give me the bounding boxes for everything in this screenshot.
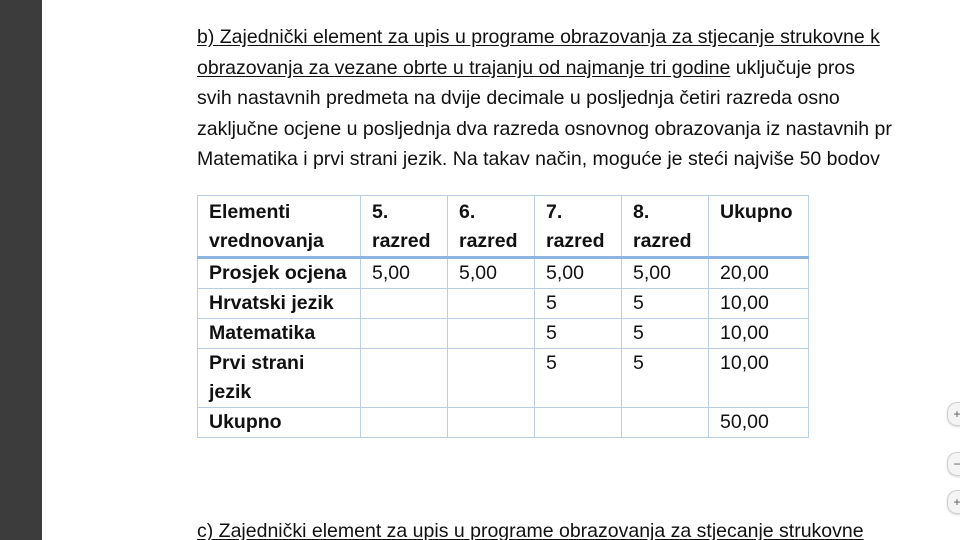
paragraph-b-line-5: Matematika i prvi strani jezik. Na takav način, moguće je steći najviše 50 bodov [197,148,880,170]
paragraph-b-heading-cont: obrazovanja za vezane obrte u trajanju od najmanje tri godine [197,56,731,79]
row-label: Prosjek ocjena [198,258,361,289]
table-cell: 5 [622,349,709,408]
table-cell [448,349,535,408]
header-6-razred: 6. razred [448,196,535,258]
table-cell: 50,00 [709,408,809,438]
paragraph-b-line-1 [197,22,960,53]
paragraph-b-line-4: zaključne ocjene u posljednja dva razreda osnovnog obrazovanja iz nastavnih pr [197,117,892,140]
table-cell [361,289,448,319]
grades-table [197,195,809,438]
table-cell [361,349,448,408]
paragraph-b [197,22,960,175]
table-cell: 5,00 [448,258,535,289]
table-cell: 10,00 [709,289,809,319]
row-label: Ukupno [198,408,361,438]
table-cell: 5 [622,289,709,319]
header-7-razred: 7. razred [535,196,622,258]
table-cell [622,408,709,438]
table-cell: 5,00 [361,258,448,289]
header-8-razred: 8. razred [622,196,709,258]
header-elementi: Elementi vrednovanja [198,196,361,258]
table-cell [448,319,535,349]
table-cell: 10,00 [709,319,809,349]
row-label: Prvi strani jezik [198,349,361,408]
table-cell: 20,00 [709,258,809,289]
paragraph-b-line-3: svih nastavnih predmeta na dvije decimale u posljednja četiri razreda osno [197,87,840,109]
table-cell: 5 [535,289,622,319]
table-cell: 5,00 [535,258,622,289]
left-gutter [0,0,42,540]
table-cell: 5 [622,319,709,349]
table-cell: 10,00 [709,349,809,408]
paragraph-b-line-2 [197,53,960,84]
table-row [198,349,809,408]
table-header-row [198,196,809,258]
table-row [198,319,809,349]
table-row [198,289,809,319]
table-cell [361,408,448,438]
table-cell [361,319,448,349]
table-cell [535,408,622,438]
table-cell [448,408,535,438]
paragraph-b-heading: b) Zajednički element za upis u programe obrazovanja za stjecanje strukovne k [197,26,880,48]
paragraph-b-line-2-rest: uključuje pros [730,56,856,79]
expand-icon[interactable]: + [947,490,960,514]
zoom-out-icon[interactable]: − [947,452,960,476]
header-5-razred: 5. razred [361,196,448,258]
header-ukupno: Ukupno [709,196,809,258]
document-page [42,0,960,540]
table-cell [448,289,535,319]
table-cell: 5 [535,319,622,349]
paragraph-c [197,516,864,540]
zoom-in-icon[interactable]: + [947,402,960,426]
row-label: Matematika [198,319,361,349]
table-cell: 5,00 [622,258,709,289]
table-cell: 5 [535,349,622,408]
paragraph-c-heading: c) Zajednički element za upis u programe obrazovanja za stjecanje strukovne [197,520,864,540]
table-row [198,408,809,438]
table-row [198,258,809,289]
row-label: Hrvatski jezik [198,289,361,319]
